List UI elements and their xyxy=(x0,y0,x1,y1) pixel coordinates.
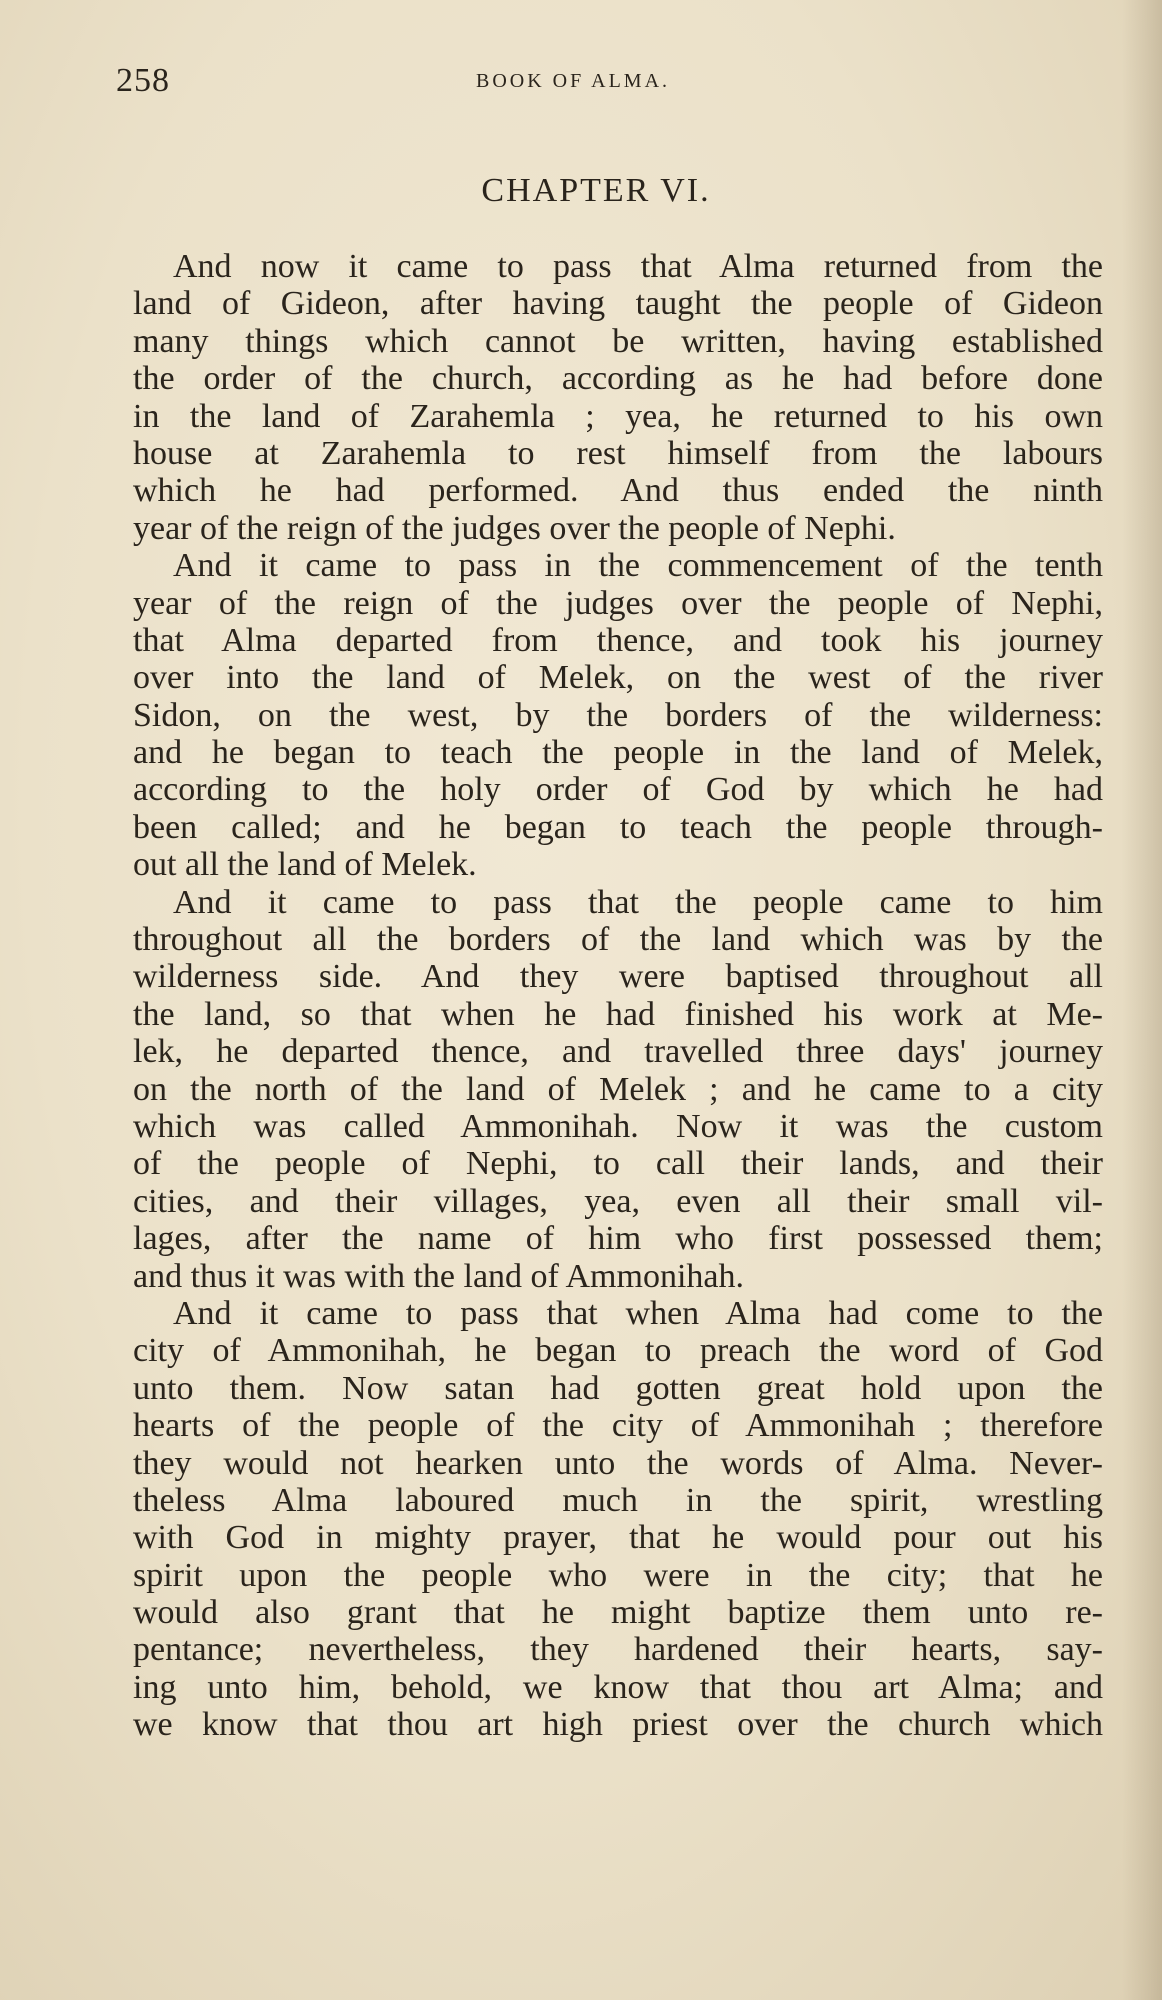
text-line: out all the land of Melek. xyxy=(133,846,477,884)
text-line: And now it came to pass that Alma returned from the xyxy=(173,248,1103,285)
text-line: And it came to pass that the people came to him xyxy=(173,883,1103,921)
text-line: and he began to teach the people in the land of Melek, xyxy=(133,734,1103,772)
text-line: in the land of Zarahemla ; yea, he returned to his own xyxy=(133,397,1103,435)
text-line: year of the reign of the judges over the people of Nephi, xyxy=(133,584,1103,622)
text-line: of the people of Nephi, to call their lands, and their xyxy=(133,1145,1103,1183)
text-line: according to the holy order of God by which he had xyxy=(133,771,1103,809)
text-line: would also grant that he might baptize them unto re- xyxy=(133,1594,1103,1632)
page-header xyxy=(116,62,1046,112)
text-line: spirit upon the people who were in the city; that he xyxy=(133,1556,1103,1594)
text-line: city of Ammonihah, he began to preach the word of God xyxy=(133,1332,1103,1370)
text-line: And it came to pass that when Alma had come to the xyxy=(173,1294,1103,1332)
text-line: and thus it was with the land of Ammonihah. xyxy=(133,1257,744,1295)
text-line: been called; and he began to teach the people through- xyxy=(133,808,1103,846)
text-line: which he had performed. And thus ended the ninth xyxy=(133,472,1103,510)
page-edge-shadow xyxy=(1122,0,1162,2000)
text-line: unto them. Now satan had gotten great hold upon the xyxy=(133,1369,1103,1407)
text-line: theless Alma laboured much in the spirit, wrestling xyxy=(133,1481,1103,1519)
text-line: Sidon, on the west, by the borders of the wilderness: xyxy=(133,696,1103,734)
text-line: which was called Ammonihah. Now it was the custom xyxy=(133,1107,1103,1145)
text-line: pentance; nevertheless, they hardened their hearts, say- xyxy=(133,1631,1103,1669)
text-line: on the north of the land of Melek ; and he came to a city xyxy=(133,1070,1103,1108)
text-line: hearts of the people of the city of Ammonihah ; therefore xyxy=(133,1407,1103,1445)
text-line: wilderness side. And they were baptised throughout all xyxy=(133,958,1103,996)
text-line: house at Zarahemla to rest himself from the labours xyxy=(133,434,1103,472)
text-line: they would not hearken unto the words of Alma. Never- xyxy=(133,1444,1103,1482)
text-line: lages, after the name of him who first possessed them; xyxy=(133,1220,1103,1258)
text-line: the land, so that when he had finished his work at Me- xyxy=(133,995,1103,1033)
text-line: land of Gideon, after having taught the people of Gideon xyxy=(133,285,1103,323)
text-line: ing unto him, behold, we know that thou art Alma; and xyxy=(133,1668,1103,1706)
text-line: the order of the church, according as he had before done xyxy=(133,360,1103,398)
text-line: cities, and their villages, yea, even all their small vil- xyxy=(133,1182,1103,1220)
body-text xyxy=(133,248,1103,1744)
text-line: with God in mighty prayer, that he would pour out his xyxy=(133,1519,1103,1557)
text-line: And it came to pass in the commencement of the tenth xyxy=(173,547,1103,585)
running-head: BOOK OF ALMA. xyxy=(476,70,671,92)
text-line: many things which cannot be written, having established xyxy=(133,322,1103,360)
page-number: 258 xyxy=(116,62,170,99)
text-line: year of the reign of the judges over the people of Nephi. xyxy=(133,509,896,547)
text-line: lek, he departed thence, and travelled three days' journey xyxy=(133,1033,1103,1071)
text-line: throughout all the borders of the land which was by the xyxy=(133,921,1103,959)
text-line: over into the land of Melek, on the west of the river xyxy=(133,659,1103,697)
text-line: we know that thou art high priest over the church which xyxy=(133,1706,1103,1744)
chapter-title: CHAPTER VI. xyxy=(481,172,711,209)
text-line: that Alma departed from thence, and took his journey xyxy=(133,621,1103,659)
